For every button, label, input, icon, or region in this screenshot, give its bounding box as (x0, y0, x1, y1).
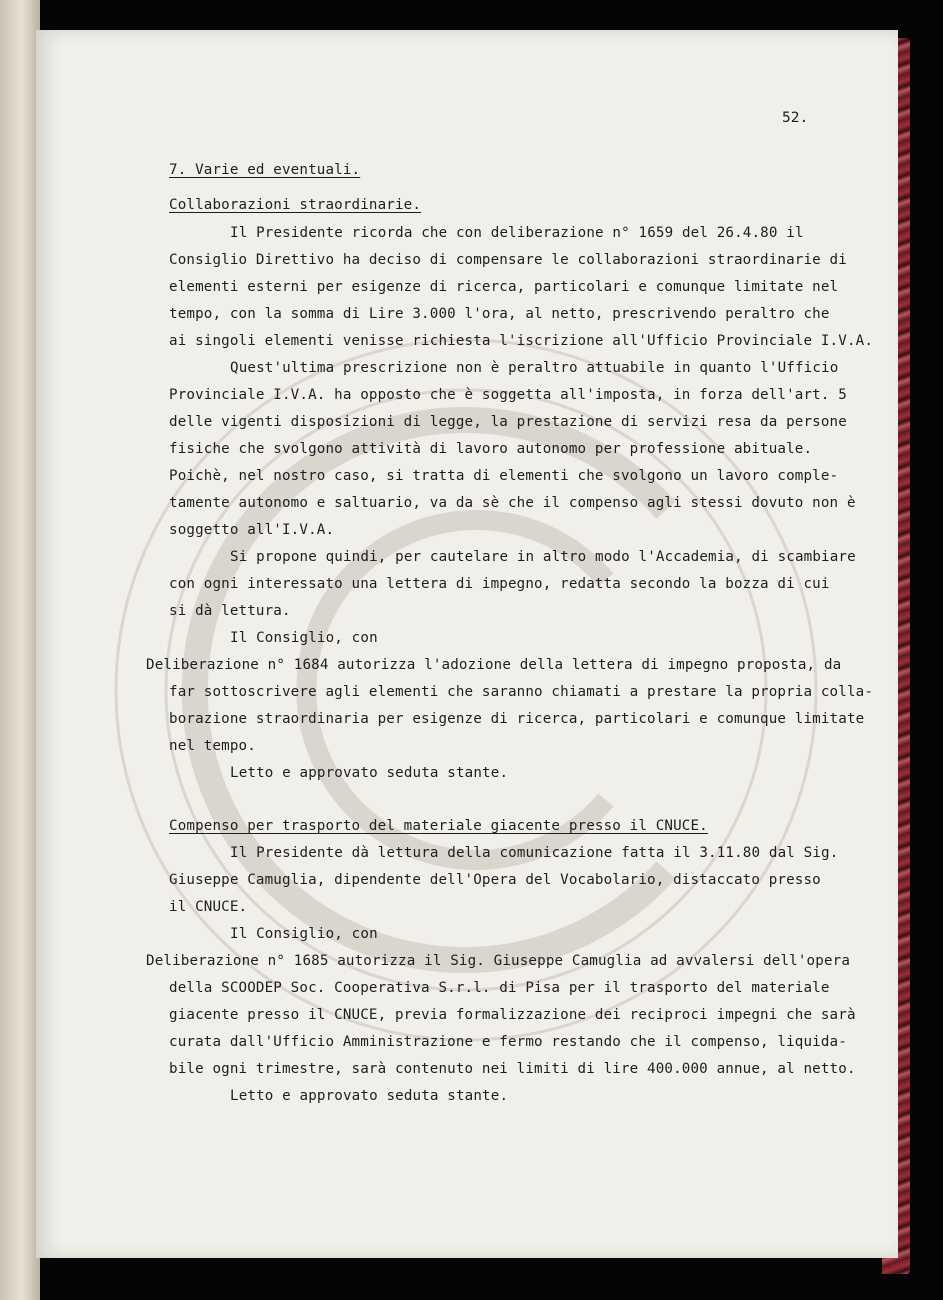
approval-line: Letto e approvato seduta stante. (230, 1088, 509, 1104)
paragraph-line: tamente autonomo e saltuario, va da sè che il compenso agli stessi dovuto non è (169, 495, 856, 511)
subsection-title-collaborazioni: Collaborazioni straordinarie. (169, 197, 422, 213)
approval-line: Letto e approvato seduta stante. (230, 765, 509, 781)
paragraph-line: fisiche che svolgono attività di lavoro autonomo per professione abituale. (169, 441, 813, 457)
paragraph-line: con ogni interessato una lettera di impegno, redatta secondo la bozza di cui (169, 576, 830, 592)
paragraph-line: Giuseppe Camuglia, dipendente dell'Opera del Vocabolario, distaccato presso (169, 872, 821, 888)
paragraph-line: giacente presso il CNUCE, previa formalizzazione dei reciproci impegni che sarà (169, 1007, 856, 1023)
paragraph-line: delle vigenti disposizioni di legge, la prestazione di servizi resa da persone (169, 414, 847, 430)
paragraph-line: soggetto all'I.V.A. (169, 522, 335, 538)
paragraph-line: borazione straordinaria per esigenze di ricerca, particolari e comunque limitate (169, 711, 865, 727)
paragraph-line: Provinciale I.V.A. ha opposto che è soggetta all'imposta, in forza dell'art. 5 (169, 387, 847, 403)
paragraph-line: tempo, con la somma di Lire 3.000 l'ora, al netto, prescrivendo peraltro che (169, 306, 830, 322)
paragraph-line: Poichè, nel nostro caso, si tratta di elementi che svolgono un lavoro comple- (169, 468, 839, 484)
section-heading: 7. Varie ed eventuali. (169, 162, 361, 178)
paragraph-line: Il Presidente ricorda che con deliberazione n° 1659 del 26.4.80 il (230, 225, 804, 241)
paragraph-line: nel tempo. (169, 738, 256, 754)
deliberation-line: Deliberazione n° 1684 autorizza l'adozione della lettera di impegno proposta, da (146, 657, 842, 673)
paragraph-line: far sottoscrivere agli elementi che saranno chiamati a prestare la propria colla- (169, 684, 874, 700)
paragraph-line: Quest'ultima prescrizione non è peraltro attuabile in quanto l'Ufficio (230, 360, 839, 376)
paragraph-line: Il Consiglio, con (230, 630, 378, 646)
paragraph-line: bile ogni trimestre, sarà contenuto nei limiti di lire 400.000 annue, al netto. (169, 1061, 856, 1077)
paragraph-line: ai singoli elementi venisse richiesta l'iscrizione all'Ufficio Provinciale I.V.A. (169, 333, 874, 349)
paragraph-line: il CNUCE. (169, 899, 248, 915)
paragraph-line: curata dall'Ufficio Amministrazione e fermo restando che il compenso, liquida- (169, 1034, 847, 1050)
paragraph-line: si dà lettura. (169, 603, 291, 619)
paragraph-line: Il Presidente dà lettura della comunicazione fatta il 3.11.80 dal Sig. (230, 845, 839, 861)
subsection-title-compenso: Compenso per trasporto del materiale giacente presso il CNUCE. (169, 818, 708, 834)
paragraph-line: Si propone quindi, per cautelare in altro modo l'Accademia, di scambiare (230, 549, 856, 565)
document-page (36, 30, 898, 1258)
paragraph-line: Il Consiglio, con (230, 926, 378, 942)
page-number: 52. (782, 110, 809, 126)
paragraph-line: della SCOODEP Soc. Cooperativa S.r.l. di Pisa per il trasporto del materiale (169, 980, 830, 996)
adjacent-page-edge (0, 0, 40, 1300)
paragraph-line: elementi esterni per esigenze di ricerca, particolari e comunque limitate nel (169, 279, 839, 295)
paragraph-line: Consiglio Direttivo ha deciso di compensare le collaborazioni straordinarie di (169, 252, 847, 268)
deliberation-line: Deliberazione n° 1685 autorizza il Sig. Giuseppe Camuglia ad avvalersi dell'opera (146, 953, 851, 969)
